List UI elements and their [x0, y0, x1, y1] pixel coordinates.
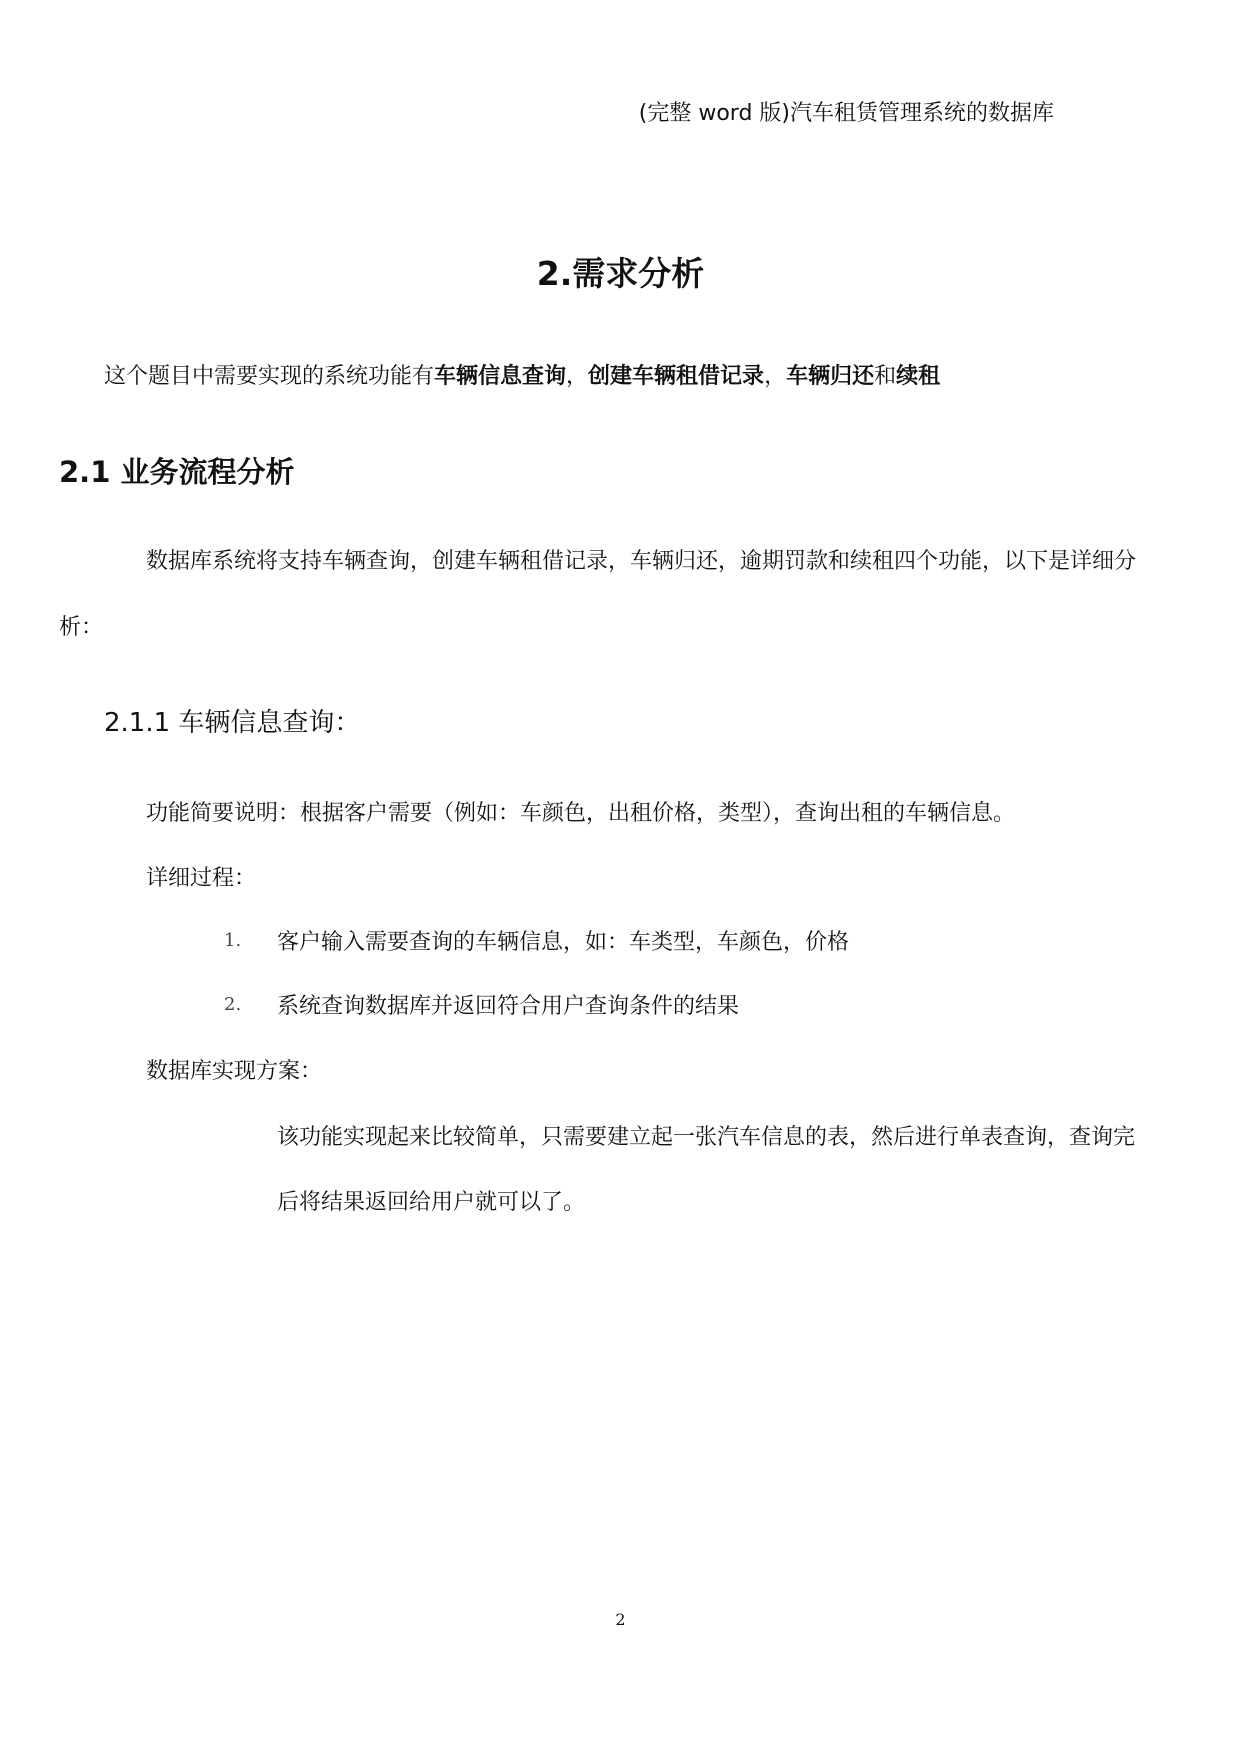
intro-conjunction: 和 — [874, 364, 897, 389]
intro-bold-create-record: 创建车辆租借记录 — [588, 364, 765, 389]
intro-text: 这个题目中需要实现的系统功能有 — [104, 364, 435, 389]
section-heading: 2.需求分析 — [536, 254, 705, 293]
implementation-line: 该功能实现起来比较简单，只需要建立起一张汽车信息的表，然后进行单表查询，查询完 — [277, 1125, 1136, 1150]
list-item: 系统查询数据库并返回符合用户查询条件的结果 — [277, 994, 740, 1019]
paragraph-line: 析： — [59, 615, 104, 640]
intro-bold-vehicle-query: 车辆信息查询 — [434, 364, 567, 389]
intro-paragraph — [104, 359, 940, 390]
subsubsection-heading: 2.1.1 车辆信息查询： — [104, 708, 361, 738]
list-item-number: 2. — [224, 994, 242, 1015]
page-header-title: (完整 word 版)汽车租赁管理系统的数据库 — [638, 101, 1054, 126]
intro-bold-return: 车辆归还 — [786, 364, 875, 389]
function-summary: 功能简要说明：根据客户需要（例如：车颜色，出租价格，类型），查询出租的车辆信息。 — [146, 801, 1016, 826]
subsection-heading: 2.1 业务流程分析 — [59, 455, 295, 489]
paragraph-line: 数据库系统将支持车辆查询，创建车辆租借记录，车辆归还，逾期罚款和续租四个功能，以下是详细分 — [146, 549, 1137, 574]
intro-bold-renew: 续租 — [896, 364, 941, 389]
detail-label: 详细过程： — [146, 866, 257, 891]
implementation-line: 后将结果返回给用户就可以了。 — [277, 1190, 586, 1215]
list-item-number: 1. — [224, 930, 242, 951]
intro-separator: ， — [764, 364, 787, 389]
implementation-label: 数据库实现方案： — [146, 1059, 323, 1084]
list-item: 客户输入需要查询的车辆信息，如：车类型，车颜色，价格 — [277, 930, 850, 955]
intro-separator: ， — [566, 364, 589, 389]
page-number: 2 — [615, 1610, 626, 1629]
